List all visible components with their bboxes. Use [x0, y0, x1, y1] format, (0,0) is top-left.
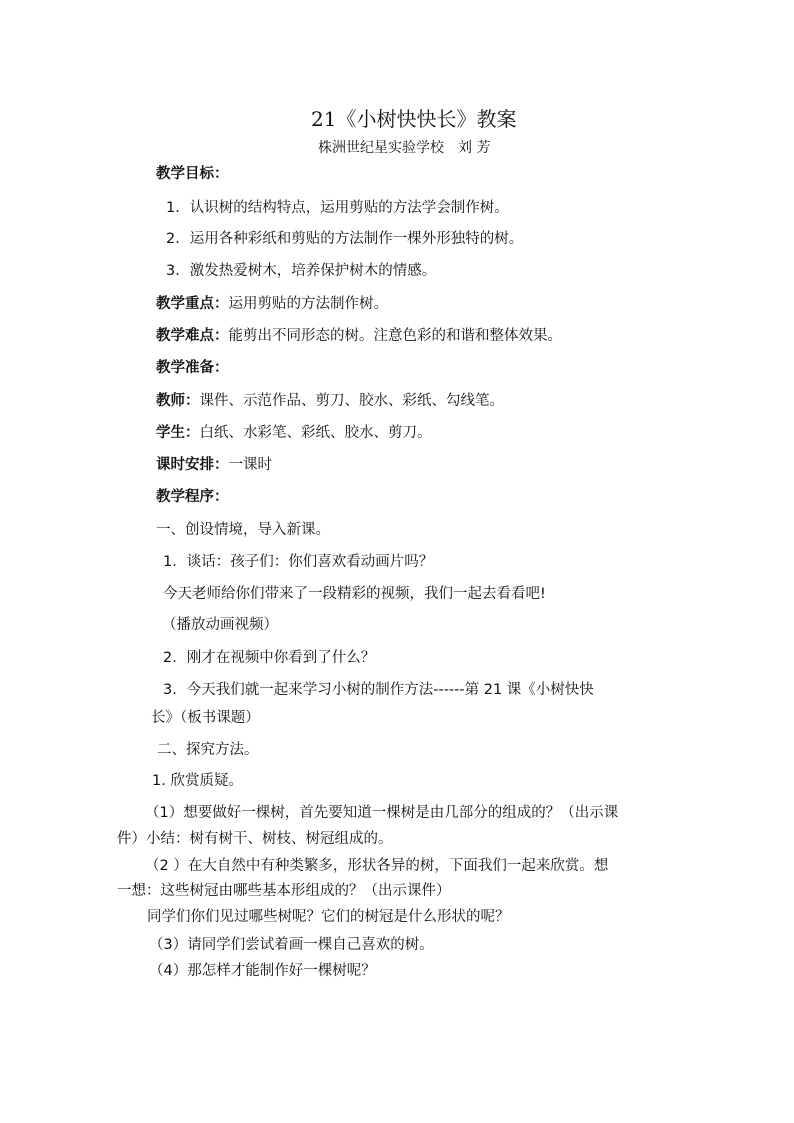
section2-line: （1）想要做好一棵树，首先要知道一棵树是由几部分的组成的？（出示课: [145, 805, 619, 821]
section2-line: 同学们你们见过哪些树呢？它们的树冠是什么形状的呢？: [147, 909, 510, 925]
section2-line: （2 ）在大自然中有种类繁多，形状各异的树，下面我们一起来欣赏。想: [145, 858, 609, 874]
key-point-label: 教学重点：: [156, 296, 229, 312]
section1-line: （播放动画视频）: [162, 617, 278, 633]
section1-line: 1．谈话：孩子们：你们喜欢看动画片吗？: [163, 554, 434, 570]
difficulty-text: 能剪出不同形态的树。注意色彩的和谐和整体效果。: [228, 328, 562, 344]
section1-line: 今天老师给你们带来了一段精彩的视频，我们一起去看看吧!: [163, 586, 546, 602]
page-title: 21《小树快快长》教案: [311, 107, 517, 131]
key-point-text: 运用剪贴的方法制作树。: [228, 296, 388, 312]
student-prep-label: 学生：: [156, 425, 200, 441]
schedule-text: 一课时: [228, 457, 272, 473]
procedure-heading: 教学程序：: [156, 489, 229, 505]
objective-item: 3．激发热爱树木，培养保护树木的情感。: [166, 263, 437, 279]
teacher-prep-label: 教师：: [156, 393, 200, 409]
section1-line: 2．刚才在视频中你看到了什么？: [163, 650, 376, 666]
preparation-heading: 教学准备：: [156, 360, 229, 376]
difficulty-label: 教学难点：: [156, 328, 229, 344]
section2-line: （3）请同学们尝试着画一棵自己喜欢的树。: [149, 937, 434, 953]
section1-line: 3．今天我们就一起来学习小树的制作方法------第 21 课《小树快快: [163, 682, 594, 698]
section1-heading: 一、创设情境，导入新课。: [156, 522, 330, 538]
difficulty-row: [156, 326, 562, 346]
section2-line: 件）小结：树有树干、树枝、树冠组成的。: [117, 831, 393, 847]
section2-heading: 二、探究方法。: [157, 742, 259, 758]
schedule-label: 课时安排：: [156, 457, 229, 473]
section1-line: 长》（板书课题）: [151, 710, 260, 726]
schedule-row: [156, 455, 272, 475]
student-prep-row: [156, 423, 432, 443]
objectives-heading: 教学目标：: [156, 166, 229, 182]
author-line: 株洲世纪星实验学校 刘 芳: [318, 140, 491, 156]
section2-line: （4）那怎样才能制作好一棵树呢？: [149, 963, 376, 979]
objective-item: 1．认识树的结构特点，运用剪贴的方法学会制作树。: [166, 200, 509, 216]
objective-item: 2．运用各种彩纸和剪贴的方法制作一棵外形独特的树。: [166, 231, 524, 247]
student-prep-text: 白纸、水彩笔、彩纸、胶水、剪刀。: [199, 425, 432, 441]
key-point-row: [156, 294, 388, 314]
teacher-prep-text: 课件、示范作品、剪刀、胶水、彩纸、勾线笔。: [199, 393, 504, 409]
section2-line: 一想：这些树冠由哪些基本形组成的？（出示课件）: [117, 883, 451, 899]
teacher-prep-row: [156, 391, 504, 411]
section2-line: 1. 欣赏质疑。: [152, 773, 243, 789]
